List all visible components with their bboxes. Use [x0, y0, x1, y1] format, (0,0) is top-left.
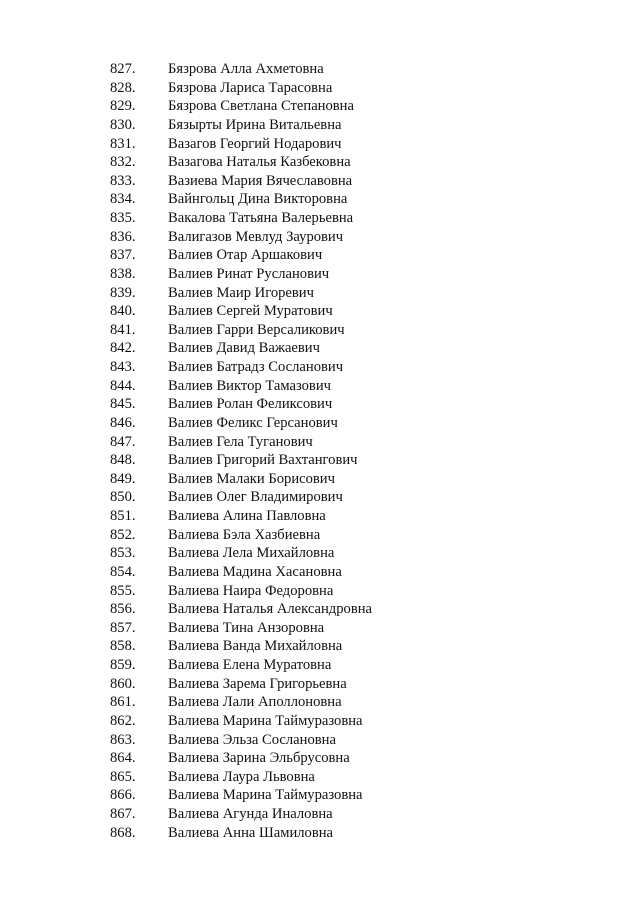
list-item-name: Бязрова Светлана Степановна	[168, 98, 354, 115]
list-item-name: Валиева Зарема Григорьевна	[168, 675, 347, 692]
list-item-name: Валиева Агунда Иналовна	[168, 806, 333, 822]
list-item-number: 850.	[110, 489, 136, 506]
list-item-number: 862.	[110, 712, 136, 729]
list-item-number: 839.	[110, 284, 136, 301]
list-item	[110, 749, 590, 768]
list-item	[110, 377, 590, 396]
list-item-number: 861.	[110, 694, 136, 711]
list-item	[110, 284, 590, 303]
list-item-number: 832.	[110, 154, 136, 171]
list-item-name: Валиева Эльза Сослановна	[168, 731, 336, 748]
list-item-number: 833.	[110, 172, 136, 189]
list-item-number: 841.	[110, 321, 136, 338]
list-item-number: 837.	[110, 247, 136, 264]
list-item-number: 828.	[110, 79, 136, 96]
list-item-number: 840.	[110, 303, 136, 320]
list-item-name: Валиев Григорий Вахтангович	[168, 452, 358, 469]
list-item-name: Вайнгольц Дина Викторовна	[168, 191, 348, 208]
list-item-number: 844.	[110, 377, 136, 394]
list-item-number: 867.	[110, 806, 136, 822]
list-item	[110, 544, 590, 563]
list-item	[110, 339, 590, 358]
list-item-number: 865.	[110, 768, 136, 785]
list-item	[110, 190, 590, 209]
list-item	[110, 637, 590, 656]
list-item-name: Вазагов Георгий Нодарович	[168, 135, 342, 152]
list-item	[110, 786, 590, 805]
list-item	[110, 526, 590, 545]
list-item-name: Вазагова Наталья Казбековна	[168, 154, 351, 171]
list-item-number: 868.	[110, 824, 136, 841]
list-item-name: Бязрова Лариса Тарасовна	[168, 79, 333, 96]
list-item-number: 838.	[110, 265, 136, 282]
list-item-name: Валиева Марина Таймуразовна	[168, 787, 363, 804]
list-item-name: Валиев Сергей Муратович	[168, 303, 333, 320]
list-item-number: 852.	[110, 526, 136, 543]
list-item-name: Валиев Виктор Тамазович	[168, 377, 331, 394]
list-item-number: 830.	[110, 116, 136, 133]
list-item	[110, 172, 590, 191]
list-item-name: Валиев Малаки Борисович	[168, 470, 335, 487]
list-item-number: 834.	[110, 191, 136, 208]
list-item	[110, 600, 590, 619]
list-item	[110, 246, 590, 265]
list-item-number: 855.	[110, 582, 136, 599]
list-item-name: Валиев Гарри Версаликович	[168, 321, 345, 338]
list-item	[110, 433, 590, 452]
list-item	[110, 116, 590, 135]
list-item	[110, 619, 590, 638]
list-item-name: Вазиева Мария Вячеславовна	[168, 172, 353, 189]
list-item-number: 827.	[110, 61, 136, 77]
list-item	[110, 414, 590, 433]
list-item-name: Валиев Феликс Герсанович	[168, 414, 338, 431]
list-item-name: Валиева Зарина Эльбрусовна	[168, 750, 350, 767]
list-item-number: 848.	[110, 452, 136, 469]
list-item-name: Валиева Алина Павловна	[168, 508, 326, 524]
list-item	[110, 451, 590, 470]
list-item-name: Валиев Ринат Русланович	[168, 265, 330, 282]
list-item-number: 831.	[110, 135, 136, 152]
list-item-number: 857.	[110, 619, 136, 636]
list-item	[110, 805, 590, 824]
list-item-number: 854.	[110, 563, 136, 580]
list-item	[110, 79, 590, 98]
list-item	[110, 153, 590, 172]
list-item-name: Валиева Наталья Александровна	[168, 601, 372, 618]
list-item-name: Вакалова Татьяна Валерьевна	[168, 210, 354, 226]
list-item-name: Валиев Давид Важаевич	[168, 340, 320, 357]
list-item-name: Валиев Маир Игоревич	[168, 284, 314, 301]
list-item-name: Валиева Елена Муратовна	[168, 657, 332, 673]
list-item-number: 858.	[110, 638, 136, 655]
list-item-number: 829.	[110, 98, 136, 115]
list-item	[110, 824, 590, 843]
list-item-name: Валиева Ванда Михайловна	[168, 638, 343, 655]
list-item-name: Валиев Ролан Феликсович	[168, 396, 333, 413]
list-item	[110, 60, 590, 79]
list-item-name: Валиева Лаура Львовна	[168, 768, 315, 785]
list-item	[110, 507, 590, 526]
list-item	[110, 265, 590, 284]
list-item-number: 860.	[110, 675, 136, 692]
list-item-name: Валиев Отар Аршакович	[168, 247, 323, 264]
list-item-number: 845.	[110, 396, 136, 413]
list-item-number: 856.	[110, 601, 136, 618]
list-item	[110, 693, 590, 712]
list-item	[110, 731, 590, 750]
list-item	[110, 228, 590, 247]
list-item	[110, 97, 590, 116]
list-item	[110, 768, 590, 787]
list-item-name: Валиева Марина Таймуразовна	[168, 712, 363, 729]
numbered-name-list	[110, 60, 590, 842]
list-item	[110, 135, 590, 154]
list-item-number: 835.	[110, 210, 136, 226]
list-item-name: Валиева Лела Михайловна	[168, 545, 335, 562]
list-item-name: Валиев Батрадз Сосланович	[168, 359, 344, 375]
list-item	[110, 321, 590, 340]
list-item	[110, 563, 590, 582]
list-item	[110, 712, 590, 731]
list-item-name: Бязрова Алла Ахметовна	[168, 61, 324, 77]
list-item-number: 864.	[110, 750, 136, 767]
list-item-name: Валиев Гела Туганович	[168, 433, 313, 450]
list-item-name: Валигазов Мевлуд Заурович	[168, 228, 344, 245]
list-item	[110, 395, 590, 414]
list-item-number: 836.	[110, 228, 136, 245]
list-item	[110, 656, 590, 675]
list-item-number: 866.	[110, 787, 136, 804]
list-item-name: Валиев Олег Владимирович	[168, 489, 343, 506]
list-item-name: Валиева Наира Федоровна	[168, 582, 334, 599]
list-item-number: 842.	[110, 340, 136, 357]
list-item	[110, 488, 590, 507]
list-item-number: 863.	[110, 731, 136, 748]
list-item-number: 847.	[110, 433, 136, 450]
list-item-name: Валиева Бэла Хазбиевна	[168, 526, 321, 543]
list-item-number: 843.	[110, 359, 136, 375]
list-item	[110, 582, 590, 601]
list-item-number: 851.	[110, 508, 136, 524]
list-item-number: 846.	[110, 414, 136, 431]
list-item-number: 849.	[110, 470, 136, 487]
list-item	[110, 302, 590, 321]
list-item-name: Валиева Анна Шамиловна	[168, 824, 334, 841]
list-item	[110, 209, 590, 228]
list-item-number: 859.	[110, 657, 136, 673]
list-item-name: Валиева Лали Аполлоновна	[168, 694, 342, 711]
list-item	[110, 675, 590, 694]
list-item-name: Валиева Тина Анзоровна	[168, 619, 325, 636]
list-item	[110, 470, 590, 489]
list-item	[110, 358, 590, 377]
list-item-number: 853.	[110, 545, 136, 562]
list-item-name: Валиева Мадина Хасановна	[168, 563, 342, 580]
list-item-name: Бязырты Ирина Витальевна	[168, 116, 342, 133]
